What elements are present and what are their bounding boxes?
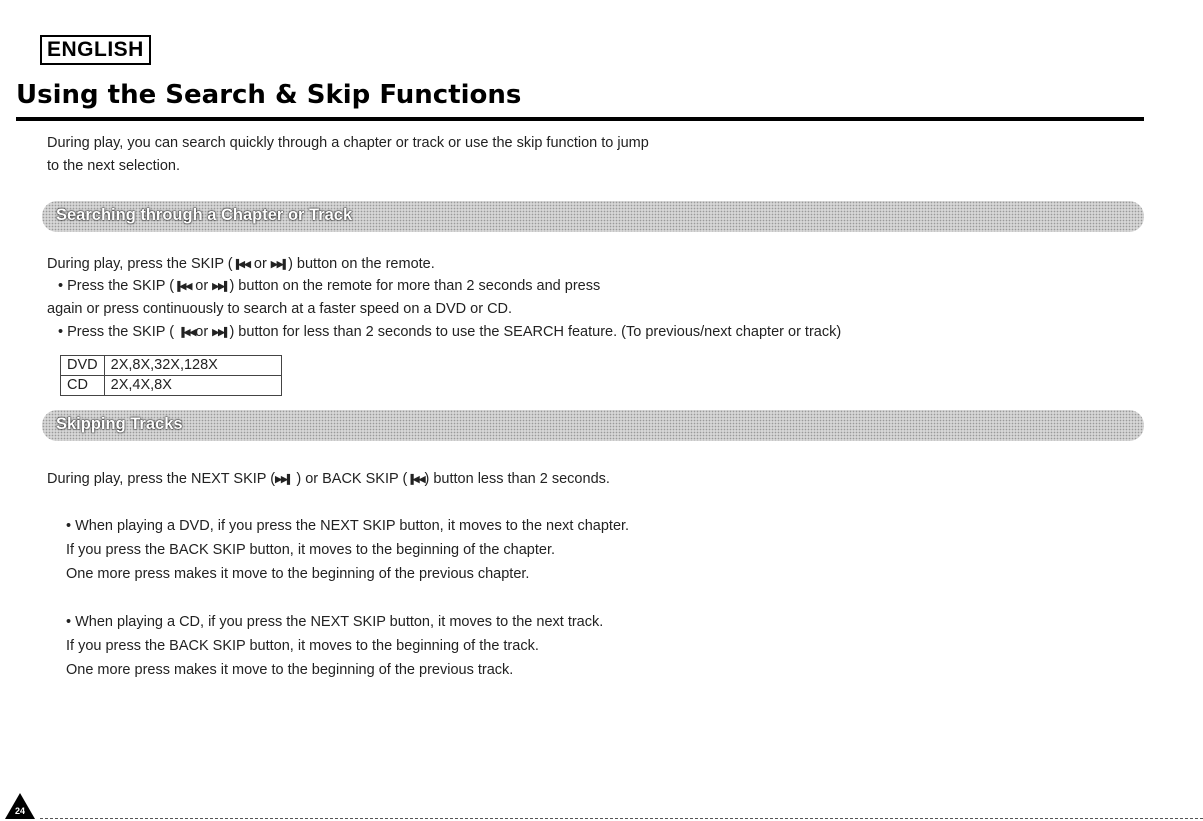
next-skip-icon: ▶▶▌ <box>212 281 230 291</box>
page-title: Using the Search & Skip Functions <box>16 80 522 110</box>
search-speed-table <box>60 355 282 396</box>
next-skip-icon: ▶▶▌ <box>212 327 230 337</box>
format-cell: DVD <box>61 356 105 376</box>
cd-bullet-2: If you press the BACK SKIP button, it moves to the beginning of the track. <box>66 638 539 654</box>
speed-cell: 2X,8X,32X,128X <box>104 356 281 376</box>
section-bar-skipping <box>42 410 1144 441</box>
section-heading-skipping: Skipping Tracks <box>56 415 183 433</box>
dvd-bullet-2: If you press the BACK SKIP button, it moves to the beginning of the chapter. <box>66 542 555 558</box>
section-heading-searching: Searching through a Chapter or Track <box>56 206 353 224</box>
dvd-bullet-1: • When playing a DVD, if you press the NEXT SKIP button, it moves to the next chapter. <box>66 518 630 534</box>
next-skip-icon: ▶▶▌ <box>270 259 289 269</box>
speed-cell: 2X,4X,8X <box>104 376 281 396</box>
back-skip-icon: ▐◀◀ <box>407 474 425 484</box>
search-bullet-1-cont: again or press continuously to search at a faster speed on a DVD or CD. <box>47 301 513 317</box>
dvd-bullet-3: One more press makes it move to the beginning of the previous chapter. <box>66 566 530 582</box>
table-row <box>61 356 282 376</box>
next-skip-icon: ▶▶▌ <box>275 474 293 484</box>
cd-bullet-3: One more press makes it move to the beginning of the previous track. <box>66 662 514 678</box>
search-instruction: During play, press the SKIP (▐◀◀ or ▶▶▌) button on the remote. <box>47 256 435 272</box>
format-cell: CD <box>61 376 105 396</box>
back-skip-icon: ▐◀◀ <box>232 259 250 269</box>
page-number: 24 <box>14 806 25 816</box>
search-bullet-1: • Press the SKIP (▐◀◀ or ▶▶▌) button on the remote for more than 2 seconds and press <box>58 278 601 294</box>
skip-instruction: During play, press the NEXT SKIP (▶▶▌ ) or BACK SKIP (▐◀◀) button less than 2 seconds. <box>47 471 610 487</box>
footer-line <box>40 818 1203 819</box>
back-skip-icon: ▐◀◀ <box>174 281 192 291</box>
back-skip-icon: ▐◀◀ <box>178 327 196 337</box>
cd-bullet-1: • When playing a CD, if you press the NEXT SKIP button, it moves to the next track. <box>66 614 604 630</box>
section-bar-searching <box>42 201 1144 232</box>
title-rule <box>16 117 1144 121</box>
language-badge: ENGLISH <box>40 35 151 65</box>
table-row <box>61 376 282 396</box>
intro-line-2: to the next selection. <box>47 158 180 174</box>
intro-line-1: During play, you can search quickly through a chapter or track or use the skip function to jump <box>47 135 649 151</box>
search-bullet-2: • Press the SKIP ( ▐◀◀or ▶▶▌) button for less than 2 seconds to use the SEARCH feature. (To previous/next chapter or track) <box>58 324 842 340</box>
